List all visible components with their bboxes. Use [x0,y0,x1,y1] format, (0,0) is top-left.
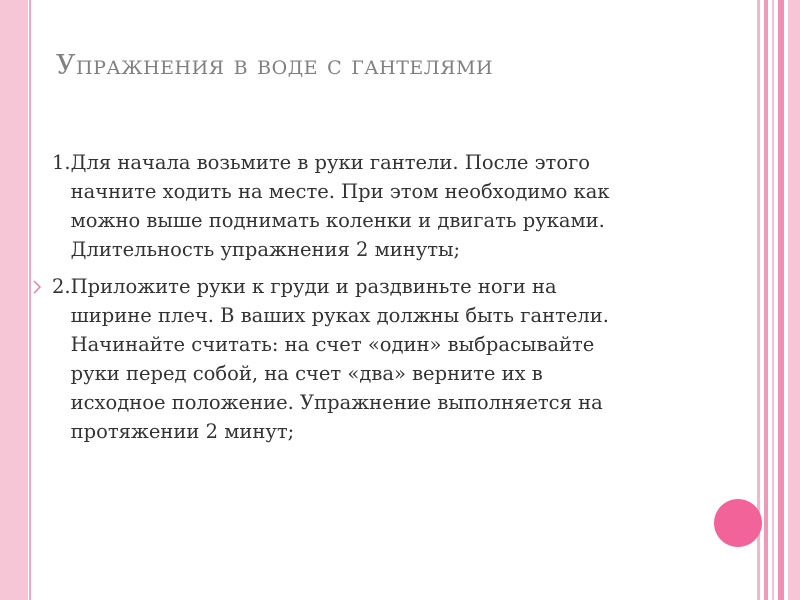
pink-circle-decoration [714,499,762,547]
paragraph-1 [52,148,702,264]
arrow-bullet-icon [32,272,52,446]
slide-title: Упражнения в воде с гантелями [56,50,494,81]
text-line: исходное положение. Упражнение выполняется на [70,391,603,414]
left-border-decoration [0,0,28,600]
paragraph-number: 1. [52,151,71,174]
text-line: можно выше поднимать коленки и двигать руками. [70,209,605,232]
paragraph-text [71,148,702,264]
text-line: Для начала возьмите в руки гантели. После этого [70,151,591,174]
text-line: начните ходить на месте. При этом необходимо как [70,180,610,203]
text-line: Приложите руки к груди и раздвиньте ноги на [70,275,557,298]
right-stripe-3 [772,0,774,600]
left-border-line [29,0,31,600]
text-line: протяжении 2 минут; [70,420,295,443]
right-stripe-2 [764,0,768,600]
paragraph-text [71,272,702,446]
text-line: руки перед собой, на счет «два» верните их в [70,362,543,385]
paragraph-number: 2. [52,275,71,298]
text-line: ширине плеч. В ваших руках должны быть гантели. [70,304,609,327]
text-line: Длительность упражнения 2 минуты; [70,238,461,261]
slide-content [52,148,702,454]
right-stripe-4 [778,0,784,600]
paragraph-2 [52,272,702,446]
right-stripe-5 [788,0,800,600]
text-line: Начинайте считать: на счет «один» выбрасывайте [70,333,595,356]
